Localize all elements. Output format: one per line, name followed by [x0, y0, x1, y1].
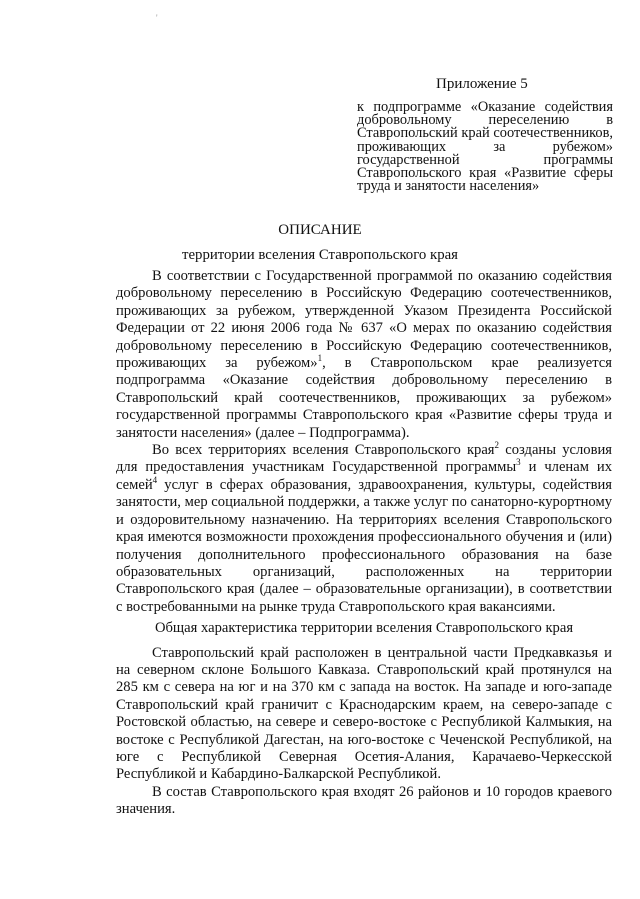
paragraph-intro-text-a: В соответствии с Государственной программой по оказанию содействия добровольному переселению в Российскую Федерацию соотечественников, проживающих за рубежом, утвержденной Указом Президента Российской Федерации от 22 июня 2006 года № 637 «О мерах по оказанию содействия добровольному переселению в Российскую Федерацию соотечественников, проживающих за рубежом» [116, 268, 612, 372]
document-title: ОПИСАНИЕ [278, 222, 362, 238]
paragraph-conditions-text-a: Во всех территориях вселения Ставропольского края [152, 442, 495, 459]
paragraph-conditions-text-d: услуг в сферах образования, здравоохранения, культуры, содействия занятости, мер социальной поддержки, а также услуг по санаторно-курортному и оздоровительному назначению. На территориях вселения Ставропольского края имеются возможности прохождения профессионального обучения и (или) получения дополнительного профессионального образования на базе образовательных организаций, расположенных на территории Ставропольского края (далее – образовательные организации), в соответствии с востребованными на рынке труда Ставропольского края вакансиями. [116, 476, 612, 615]
appendix-title: Приложение 5 [436, 76, 528, 92]
paragraph-geography: Ставропольский край расположен в центральной части Предкавказья и на северном склоне Большого Кавказа. Ставропольский край протянулся на 285 км с севера на юг и на 370 км с запада на восток. На западе и юго-западе Ставропольский край граничит с Краснодарским краем, на северо-западе с Ростовской областью, на севере и северо-востоке с Республикой Калмыкия, на востоке с Республикой Дагестан, на юго-востоке с Чеченской Республикой, на юге с Республикой Северная Осетия-Алания, Карачаево-Черкесской Республикой и Кабардино-Балкарской Республикой. [116, 644, 612, 783]
document-subtitle: территории вселения Ставропольского края [182, 247, 458, 263]
footnote-ref-2: 2 [494, 440, 500, 451]
footnote-ref-4: 4 [152, 475, 158, 486]
document-body [116, 268, 612, 819]
paragraph-conditions-text-c: и членам их семей [116, 459, 612, 493]
paragraph-conditions-text-b: созданы условия для предоставления участникам Государственной программы [116, 442, 613, 476]
appendix-reference: к подпрограмме «Оказание содействия добровольному переселению в Ставропольский край соотечественников, проживающих за рубежом» государственной программы Ставропольского края «Развитие сферы труда и занятости населения» [357, 99, 613, 195]
footnote-ref-1: 1 [317, 353, 323, 364]
footnote-ref-3: 3 [516, 457, 521, 468]
paragraph-conditions [116, 442, 612, 616]
paragraph-intro [116, 268, 612, 442]
section-heading: Общая характеристика территории вселения Ставропольского края [154, 620, 574, 637]
paragraph-districts: В состав Ставропольского края входят 26 районов и 10 городов краевого значения. [116, 783, 612, 818]
scan-mark: ' [156, 13, 158, 23]
paragraph-intro-text-b: , в Ставропольском крае реализуется подпрограмма «Оказание содействия добровольному переселению в Ставропольский край соотечественников, проживающих за рубежом» государственной программы Ставропольского края «Развитие сферы труда и занятости населения» (далее – Подпрограмма). [116, 355, 612, 441]
